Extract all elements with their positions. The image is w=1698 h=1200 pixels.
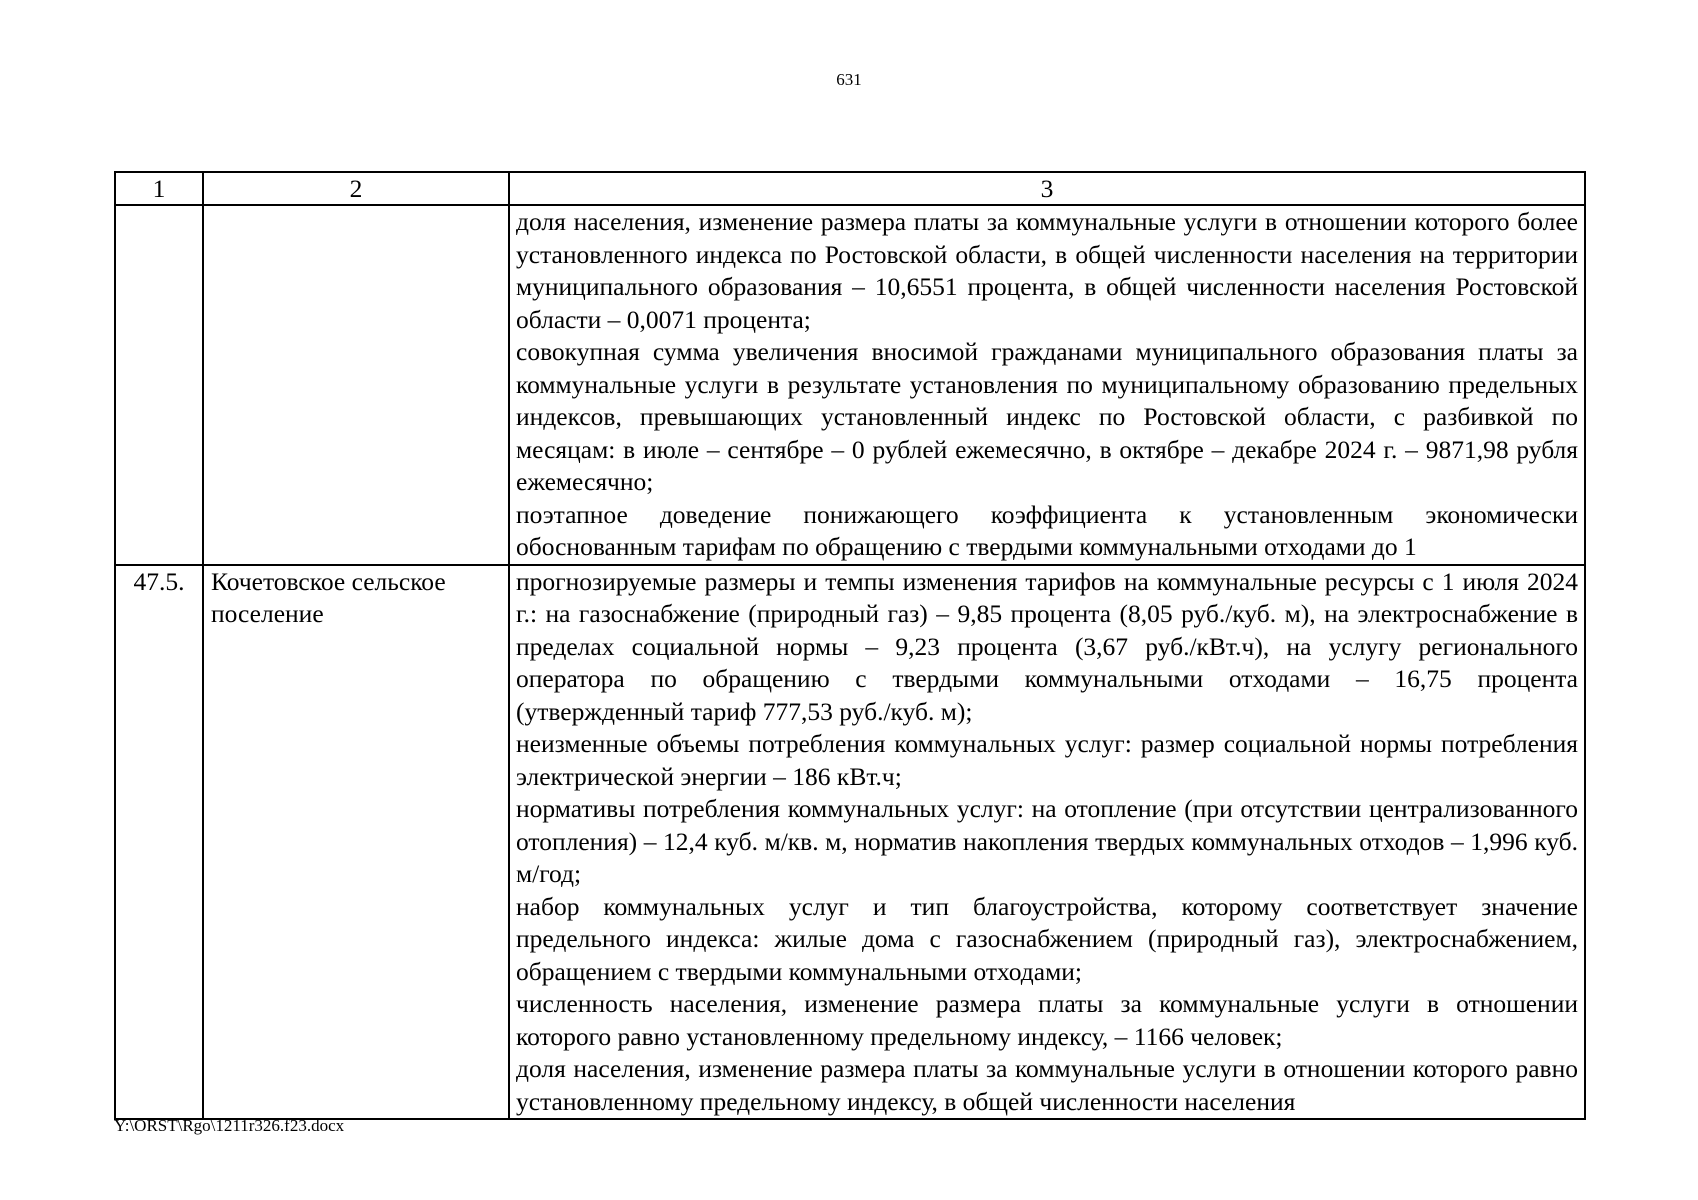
table-row bbox=[115, 565, 1585, 1120]
paragraph: совокупная сумма увеличения вносимой гражданами муниципального образования платы за коммунальные услуги в результате установления по муниципальному образованию предельных индексов, превышающих установленный индекс по Ростовской области, с разбивкой по месяцам: в июле – сентябре – 0 рублей ежемесячно, в октябре – декабре 2024 г. – 9871,98 рубля ежемесячно; bbox=[516, 337, 1578, 496]
row-number bbox=[115, 205, 203, 565]
footer-file-path: Y:\ORST\Rgo\1211r326.f23.docx bbox=[114, 1116, 345, 1135]
paragraph: доля населения, изменение размера платы за коммунальные услуги в отношении которого равно установленному предельному индексу, в общей численности населения bbox=[516, 1054, 1578, 1116]
column-header-1: 1 bbox=[115, 172, 203, 205]
paragraph: прогнозируемые размеры и темпы изменения тарифов на коммунальные ресурсы с 1 июля 2024 г.: на газоснабжение (природный газ) – 9,85 процента (8,05 руб./куб. м), на электроснабжение в пределах социальной нормы – 9,23 процента (3,67 руб./кВт.ч), на услугу регионального оператора по обращению с твердыми коммунальными отходами – 16,75 процента (утвержденный тариф 777,53 руб./куб. м); bbox=[516, 566, 1578, 726]
column-header-2: 2 bbox=[203, 172, 509, 205]
paragraph: набор коммунальных услуг и тип благоустройства, которому соответствует значение предельного индекса: жилые дома с газоснабжением (природный газ), электроснабжением, обращением с твердыми коммунальными отходами; bbox=[516, 891, 1578, 986]
paragraph: численность населения, изменение размера платы за коммунальные услуги в отношении которого равно установленному предельному индексу, – 1166 человек; bbox=[516, 989, 1578, 1051]
page-number: 631 bbox=[836, 70, 862, 89]
paragraph: неизменные объемы потребления коммунальных услуг: размер социальной нормы потребления электрической энергии – 186 кВт.ч; bbox=[516, 729, 1578, 791]
municipality-name bbox=[203, 205, 509, 565]
table-header-row bbox=[115, 172, 1585, 205]
table-row bbox=[115, 205, 1585, 565]
paragraph: нормативы потребления коммунальных услуг: на отопление (при отсутствии централизованного отопления) – 12,4 куб. м/кв. м, норматив накопления твердых коммунальных отходов – 1,996 куб. м/год; bbox=[516, 794, 1578, 888]
municipality-name: Кочетовское сельское поселение bbox=[203, 565, 509, 1120]
row-number: 47.5. bbox=[115, 565, 203, 1120]
document-table bbox=[114, 171, 1586, 1120]
paragraph: доля населения, изменение размера платы за коммунальные услуги в отношении которого более установленного индекса по Ростовской области, в общей численности населения на территории муниципального образования – 10,6551 процента, в общей численности населения Ростовской области – 0,0071 процента; bbox=[516, 207, 1578, 334]
row-description bbox=[509, 205, 1585, 565]
column-header-3: 3 bbox=[509, 172, 1585, 205]
paragraph: поэтапное доведение понижающего коэффициента к установленным экономически обоснованным тарифам по обращению с твердыми коммунальными отходами до 1 bbox=[516, 499, 1578, 561]
row-description bbox=[509, 565, 1585, 1120]
